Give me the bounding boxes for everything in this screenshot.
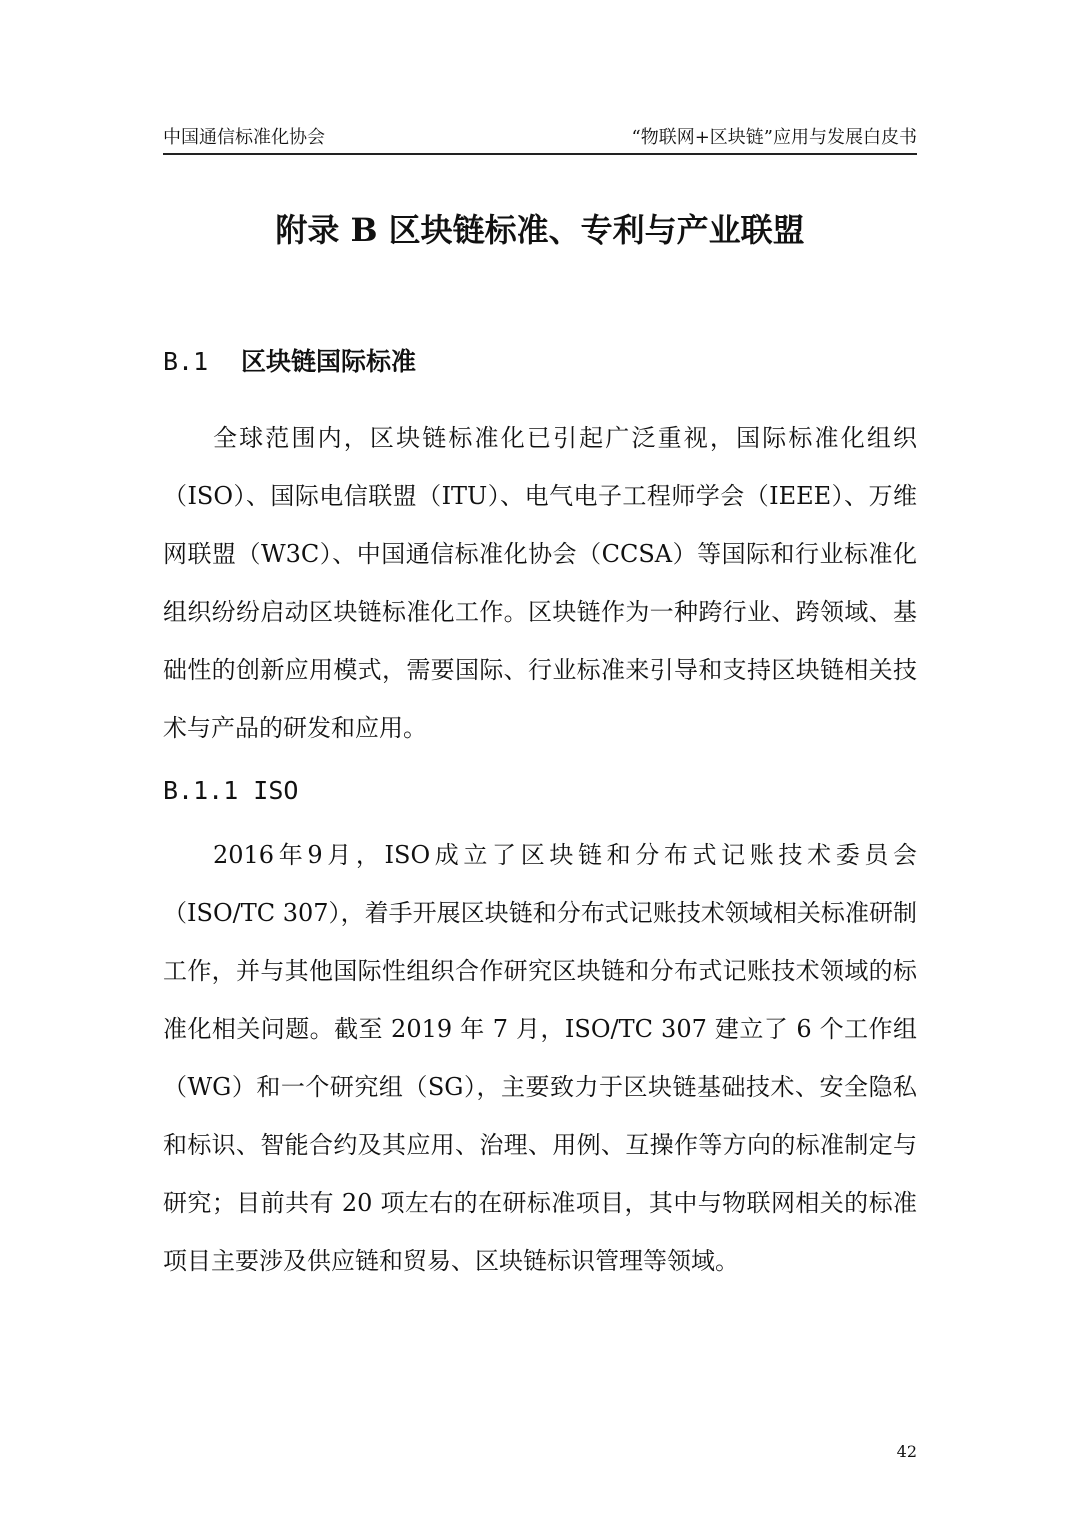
section-heading-b1	[163, 342, 416, 382]
paragraph-iso: 2016年9月，ISO成立了区块链和分布式记账技术委员会（ISO/TC 307），着手开展区块链和分布式记账技术领域相关标准研制工作，并与其他国际性组织合作研究区块链和分布式记账技术领域的标准化相关问题。截至 2019 年 7 月，ISO/TC 307 建立了 6 个工作组（WG）和一个研究组（SG），主要致力于区块链基础技术、安全隐私和标识、智能合约及其应用、治理、用例、互操作等方向的标准制定与研究；目前共有 20 项左右的在研标准项目，其中与物联网相关的标准项目主要涉及供应链和贸易、区块链标识管理等领域。	[163, 841, 917, 1275]
header-document-title: “物联网+区块链”应用与发展白皮书	[631, 127, 917, 148]
appendix-title: 附录 B 区块链标准、专利与产业联盟	[275, 211, 805, 249]
header-divider	[163, 153, 917, 155]
section-number: B.1	[163, 347, 209, 376]
header-organization: 中国通信标准化协会	[163, 127, 325, 148]
section-title: 区块链国际标准	[241, 347, 417, 376]
page-number: 42	[896, 1442, 917, 1461]
paragraph-international-standards: 全球范围内，区块链标准化已引起广泛重视，国际标准化组织（ISO）、国际电信联盟（ITU）、电气电子工程师学会（IEEE）、万维网联盟（W3C）、中国通信标准化协会（CCSA）等国际和行业标准化组织纷纷启动区块链标准化工作。区块链作为一种跨行业、跨领域、基础性的创新应用模式，需要国际、行业标准来引导和支持区块链相关技术与产品的研发和应用。	[163, 424, 917, 742]
subsection-heading-iso: B.1.1 ISO	[163, 776, 299, 805]
